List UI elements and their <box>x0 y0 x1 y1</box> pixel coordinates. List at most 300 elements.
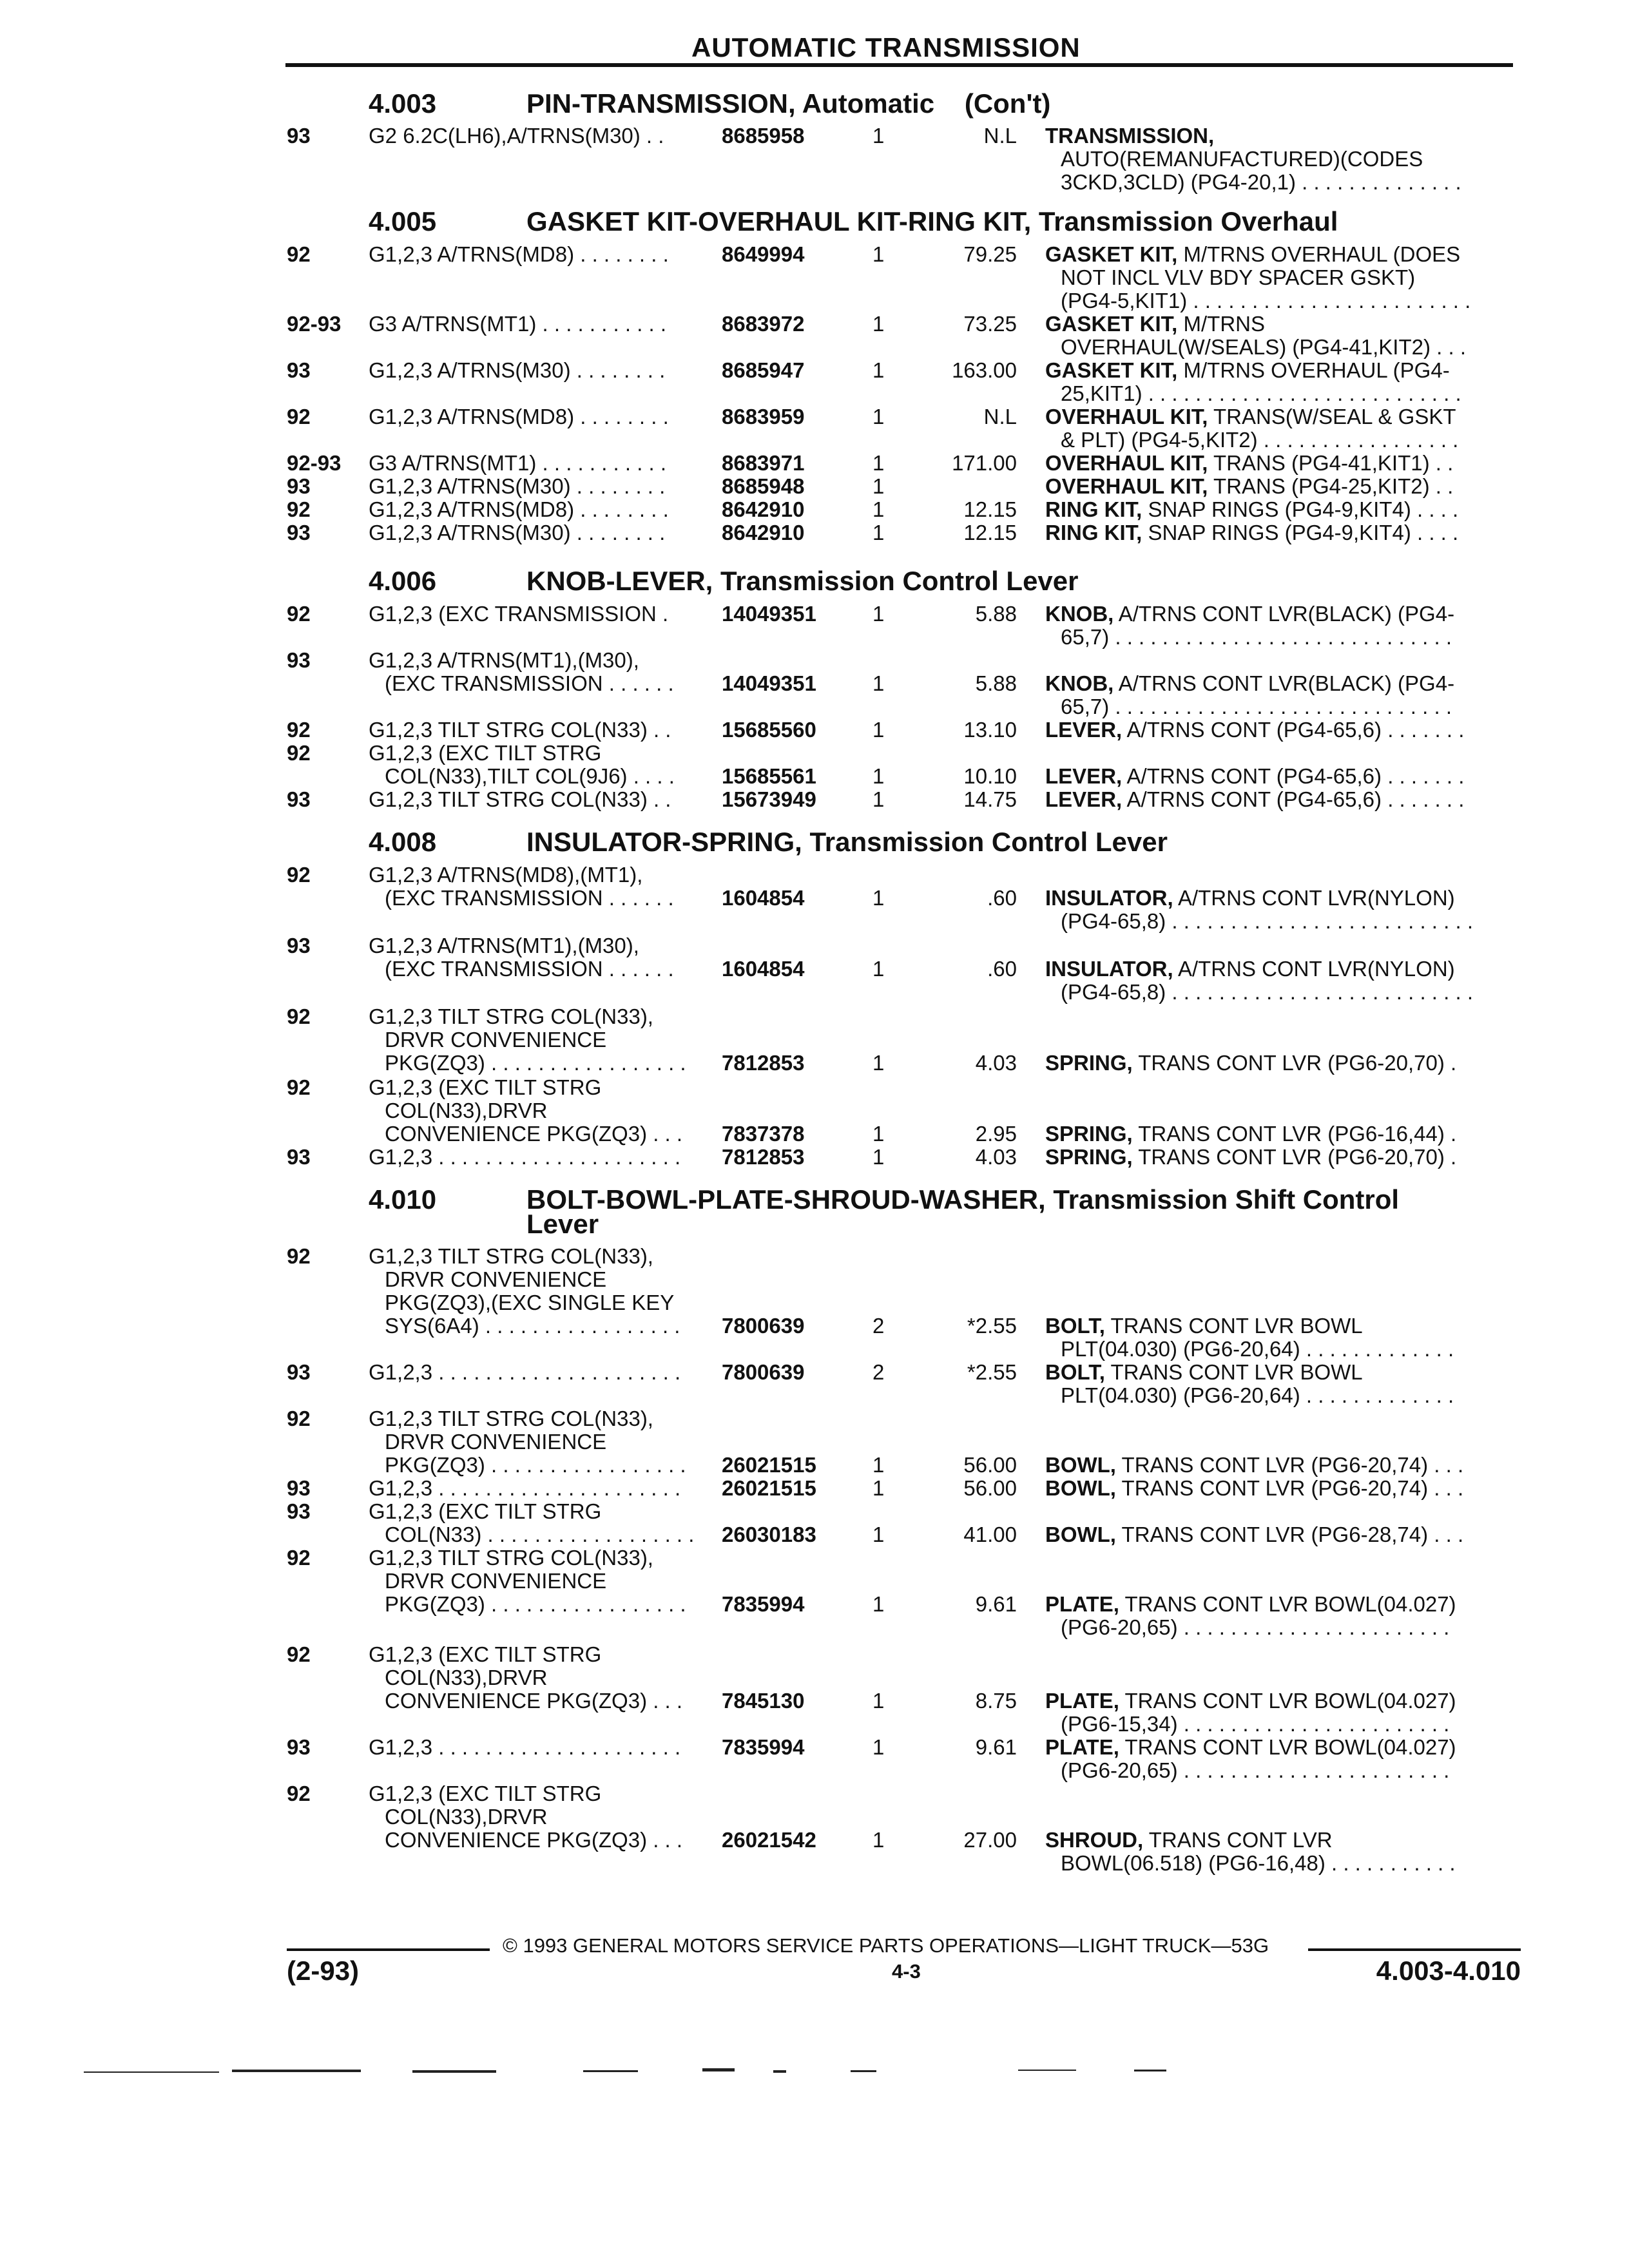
application: G1,2,3 TILT STRG COL(N33), <box>369 1546 653 1570</box>
model-year: 92 <box>287 1075 311 1099</box>
part-description <box>1045 672 1454 695</box>
application: (EXC TRANSMISSION . . . . . . <box>385 957 674 981</box>
part-description <box>1045 957 1455 981</box>
part-number: 7812853 <box>722 1051 805 1075</box>
model-year: 92-93 <box>287 312 342 336</box>
part-number: 7845130 <box>722 1689 805 1713</box>
price: 171.00 <box>952 451 1017 475</box>
description-text: A/TRNS CONT LVR(NYLON) <box>1173 957 1455 981</box>
quantity: 1 <box>872 1592 885 1616</box>
model-year: 93 <box>287 934 311 957</box>
part-number: 7812853 <box>722 1145 805 1169</box>
scan-artifact <box>583 2070 638 2072</box>
quantity: 1 <box>872 886 885 910</box>
model-year: 92 <box>287 741 311 765</box>
part-description <box>1061 981 1473 1004</box>
description-text: A/TRNS CONT (PG4-65,6) . . . . . . . <box>1122 787 1465 811</box>
price: 9.61 <box>975 1735 1017 1759</box>
part-name: TRANSMISSION, <box>1045 124 1215 148</box>
quantity: 1 <box>872 474 885 498</box>
quantity: 2 <box>872 1360 885 1384</box>
application: CONVENIENCE PKG(ZQ3) . . . <box>385 1689 683 1713</box>
description-text: TRANS CONT LVR (PG6-28,74) . . . <box>1115 1523 1464 1546</box>
description-text: TRANS CONT LVR (PG6-20,70) . <box>1132 1145 1457 1169</box>
section-number: 4.005 <box>369 206 437 236</box>
part-number: 8683971 <box>722 451 805 475</box>
application: COL(N33),TILT COL(9J6) . . . . <box>385 764 675 788</box>
price: 4.03 <box>975 1145 1017 1169</box>
part-description <box>1045 1361 1363 1384</box>
description-text: TRANS CONT LVR (PG6-20,74) . . . <box>1115 1453 1464 1477</box>
quantity: 1 <box>872 1735 885 1759</box>
header-rule <box>285 63 1513 67</box>
part-description <box>1061 382 1461 405</box>
application: G1,2,3 TILT STRG COL(N33) . . <box>369 718 671 742</box>
part-description <box>1045 1736 1456 1759</box>
quantity: 1 <box>872 451 885 475</box>
part-number: 26030183 <box>722 1523 816 1546</box>
part-name: BOWL, <box>1045 1476 1116 1500</box>
application: DRVR CONVENIENCE <box>385 1430 607 1454</box>
application: (EXC TRANSMISSION . . . . . . <box>385 671 674 695</box>
description-text: A/TRNS CONT (PG4-65,6) . . . . . . . <box>1122 764 1465 788</box>
part-description <box>1045 1454 1463 1477</box>
description-text: TRANS CONT LVR BOWL <box>1104 1314 1363 1338</box>
description-text: PLT(04.030) (PG6-20,64) . . . . . . . . . . . . . <box>1061 1337 1454 1361</box>
part-name: BOLT, <box>1045 1360 1105 1384</box>
price: 12.15 <box>963 521 1017 544</box>
description-text: M/TRNS OVERHAUL (DOES <box>1177 242 1461 266</box>
section-heading <box>369 827 1168 858</box>
footer-rule-left <box>287 1948 490 1951</box>
part-name: OVERHAUL KIT, <box>1045 451 1208 475</box>
application: G1,2,3 A/TRNS(MD8) . . . . . . . . <box>369 405 669 428</box>
part-name: KNOB, <box>1045 602 1114 626</box>
model-year: 93 <box>287 1145 311 1169</box>
quantity: 1 <box>872 1122 885 1146</box>
quantity: 1 <box>872 787 885 811</box>
description-text: A/TRNS CONT LVR(BLACK) (PG4- <box>1113 602 1455 626</box>
footer-date-code: (2-93) <box>287 1956 360 1986</box>
part-name: PLATE, <box>1045 1592 1119 1616</box>
section-number: 4.006 <box>369 566 437 596</box>
application: G1,2,3 A/TRNS(MD8) . . . . . . . . <box>369 242 669 266</box>
part-description <box>1061 1384 1454 1407</box>
part-description <box>1045 124 1214 148</box>
application: G1,2,3 TILT STRG COL(N33), <box>369 1407 653 1430</box>
part-name: SPRING, <box>1045 1145 1133 1169</box>
part-name: KNOB, <box>1045 671 1114 695</box>
application: G1,2,3 A/TRNS(M30) . . . . . . . . <box>369 358 666 382</box>
price: 8.75 <box>975 1689 1017 1713</box>
application: PKG(ZQ3) . . . . . . . . . . . . . . . . . <box>385 1592 686 1616</box>
application: DRVR CONVENIENCE <box>385 1267 607 1291</box>
description-text: SNAP RINGS (PG4-9,KIT4) . . . . <box>1142 497 1459 521</box>
application: G1,2,3 (EXC TILT STRG <box>369 1642 602 1666</box>
quantity: 1 <box>872 312 885 336</box>
application: COL(N33) . . . . . . . . . . . . . . . . . . <box>385 1523 695 1546</box>
scan-artifact <box>773 2070 786 2073</box>
price: 27.00 <box>963 1828 1017 1852</box>
part-number: 15685560 <box>722 718 816 742</box>
description-text: OVERHAUL(W/SEALS) (PG4-41,KIT2) . . . <box>1061 335 1466 359</box>
part-name: LEVER, <box>1045 764 1123 788</box>
application: PKG(ZQ3) . . . . . . . . . . . . . . . . . <box>385 1051 686 1075</box>
description-text: A/TRNS CONT LVR(NYLON) <box>1173 886 1455 910</box>
price: 56.00 <box>963 1476 1017 1500</box>
quantity: 1 <box>872 1145 885 1169</box>
part-description <box>1045 1829 1333 1852</box>
description-text: TRANS CONT LVR (PG6-16,44) . <box>1132 1122 1457 1146</box>
application: G1,2,3 TILT STRG COL(N33) . . <box>369 787 671 811</box>
description-text: NOT INCL VLV BDY SPACER GSKT) <box>1061 265 1416 289</box>
part-name: RING KIT, <box>1045 521 1142 544</box>
part-description <box>1045 887 1455 910</box>
model-year: 93 <box>287 648 311 672</box>
part-number: 14049351 <box>722 671 816 695</box>
price: 5.88 <box>975 671 1017 695</box>
part-description <box>1045 1689 1456 1713</box>
quantity: 1 <box>872 1476 885 1500</box>
quantity: 1 <box>872 718 885 742</box>
part-name: PLATE, <box>1045 1735 1119 1759</box>
model-year: 93 <box>287 1360 311 1384</box>
part-number: 8685958 <box>722 124 805 148</box>
part-number: 8685947 <box>722 358 805 382</box>
part-description <box>1045 1477 1463 1500</box>
price: 13.10 <box>963 718 1017 742</box>
part-number: 26021515 <box>722 1453 816 1477</box>
part-number: 7800639 <box>722 1314 805 1338</box>
model-year: 93 <box>287 474 311 498</box>
part-number: 7835994 <box>722 1592 805 1616</box>
description-text: & PLT) (PG4-5,KIT2) . . . . . . . . . . . . . . . . . <box>1061 428 1459 452</box>
part-number: 26021515 <box>722 1476 816 1500</box>
part-number: 14049351 <box>722 602 816 626</box>
model-year: 93 <box>287 1735 311 1759</box>
quantity: 1 <box>872 957 885 981</box>
application: G1,2,3 A/TRNS(MT1),(M30), <box>369 934 639 957</box>
application: (EXC TRANSMISSION . . . . . . <box>385 886 674 910</box>
description-text: BOWL(06.518) (PG6-16,48) . . . . . . . . . . . <box>1061 1851 1456 1875</box>
description-text: (PG4-65,8) . . . . . . . . . . . . . . . . . . . . . . . . . . <box>1061 909 1473 933</box>
part-number: 7800639 <box>722 1360 805 1384</box>
model-year: 92 <box>287 405 311 428</box>
part-description <box>1045 1146 1456 1169</box>
application: G1,2,3 A/TRNS(MT1),(M30), <box>369 648 639 672</box>
scan-artifact <box>84 2071 219 2073</box>
part-description <box>1061 266 1415 289</box>
application: COL(N33),DRVR <box>385 1666 548 1689</box>
description-text: (PG6-20,65) . . . . . . . . . . . . . . . . . . . . . . . <box>1061 1758 1450 1782</box>
part-number: 8685948 <box>722 474 805 498</box>
price: 41.00 <box>963 1523 1017 1546</box>
application: G1,2,3 . . . . . . . . . . . . . . . . . . . . . <box>369 1145 681 1169</box>
description-text: SNAP RINGS (PG4-9,KIT4) . . . . <box>1142 521 1459 544</box>
model-year: 92 <box>287 1642 311 1666</box>
application: G1,2,3 . . . . . . . . . . . . . . . . . . . . . <box>369 1476 681 1500</box>
scan-artifact <box>1018 2070 1076 2071</box>
part-description <box>1045 1523 1463 1546</box>
part-name: SPRING, <box>1045 1051 1133 1075</box>
application: CONVENIENCE PKG(ZQ3) . . . <box>385 1122 683 1146</box>
scan-artifact <box>1134 2070 1166 2071</box>
model-year: 93 <box>287 124 311 148</box>
price: 79.25 <box>963 242 1017 266</box>
section-title: KNOB-LEVER, Transmission Control Lever <box>526 566 1079 596</box>
application: G1,2,3 A/TRNS(M30) . . . . . . . . <box>369 474 666 498</box>
part-description <box>1045 1593 1456 1616</box>
part-name: BOWL, <box>1045 1453 1116 1477</box>
description-text: TRANS CONT LVR BOWL <box>1104 1360 1363 1384</box>
model-year: 92 <box>287 718 311 742</box>
description-text: 65,7) . . . . . . . . . . . . . . . . . . . . . . . . . . . . . <box>1061 695 1452 718</box>
description-text: TRANS CONT LVR BOWL(04.027) <box>1119 1735 1456 1759</box>
quantity: 1 <box>872 1523 885 1546</box>
description-text: (PG4-5,KIT1) . . . . . . . . . . . . . . . . . . . . . . . . <box>1061 289 1471 312</box>
application: G1,2,3 TILT STRG COL(N33), <box>369 1244 653 1268</box>
price: *2.55 <box>967 1360 1017 1384</box>
part-description <box>1045 1314 1363 1338</box>
part-name: GASKET KIT, <box>1045 358 1178 382</box>
page-title: AUTOMATIC TRANSMISSION <box>691 32 1081 62</box>
part-name: BOLT, <box>1045 1314 1105 1338</box>
model-year: 93 <box>287 787 311 811</box>
part-description <box>1045 452 1453 475</box>
part-description <box>1061 289 1470 312</box>
part-description <box>1061 1759 1449 1782</box>
quantity: 1 <box>872 521 885 544</box>
part-description <box>1045 718 1464 742</box>
part-name: RING KIT, <box>1045 497 1142 521</box>
part-name: SPRING, <box>1045 1122 1133 1146</box>
model-year: 93 <box>287 1476 311 1500</box>
part-description <box>1045 498 1458 521</box>
section-number: 4.003 <box>369 88 437 119</box>
model-year: 92-93 <box>287 451 342 475</box>
price: 163.00 <box>952 358 1017 382</box>
part-description <box>1045 312 1265 336</box>
part-description <box>1045 788 1464 811</box>
part-number: 8642910 <box>722 497 805 521</box>
footer-section-range: 4.003-4.010 <box>1376 1956 1521 1986</box>
part-number: 7835994 <box>722 1735 805 1759</box>
description-text: M/TRNS <box>1177 312 1266 336</box>
part-number: 7837378 <box>722 1122 805 1146</box>
part-description <box>1045 1122 1456 1146</box>
part-number: 1604854 <box>722 886 805 910</box>
application: G1,2,3 A/TRNS(MD8) . . . . . . . . <box>369 497 669 521</box>
description-text: TRANS CONT LVR (PG6-20,74) . . . <box>1115 1476 1464 1500</box>
price: 9.61 <box>975 1592 1017 1616</box>
application: G3 A/TRNS(MT1) . . . . . . . . . . . <box>369 451 667 475</box>
application: G1,2,3 (EXC TILT STRG <box>369 741 602 765</box>
part-description <box>1045 602 1454 626</box>
model-year: 92 <box>287 1244 311 1268</box>
price: 2.95 <box>975 1122 1017 1146</box>
description-text: TRANS(W/SEAL & GSKT <box>1208 405 1456 428</box>
application: CONVENIENCE PKG(ZQ3) . . . <box>385 1828 683 1852</box>
footer-page-number: 4-3 <box>892 1960 921 1983</box>
price: .60 <box>987 886 1017 910</box>
part-description <box>1061 336 1466 359</box>
part-number: 15685561 <box>722 764 816 788</box>
description-text: PLT(04.030) (PG6-20,64) . . . . . . . . . . . . . <box>1061 1383 1454 1407</box>
part-description <box>1061 1713 1449 1736</box>
part-description <box>1061 148 1423 171</box>
part-description <box>1045 405 1456 428</box>
model-year: 92 <box>287 497 311 521</box>
part-name: LEVER, <box>1045 718 1123 742</box>
part-name: BOWL, <box>1045 1523 1116 1546</box>
application: G1,2,3 (EXC TILT STRG <box>369 1782 602 1805</box>
section-title: PIN-TRANSMISSION, Automatic <box>526 88 935 119</box>
part-name: LEVER, <box>1045 787 1123 811</box>
part-description <box>1061 910 1473 933</box>
section-heading <box>369 1184 1399 1215</box>
part-description <box>1061 1852 1456 1875</box>
description-text: AUTO(REMANUFACTURED)(CODES <box>1061 147 1423 171</box>
part-description <box>1045 521 1458 544</box>
footer-copyright: © 1993 GENERAL MOTORS SERVICE PARTS OPERATIONS—LIGHT TRUCK—53G <box>503 1934 1269 1957</box>
price: 10.10 <box>963 764 1017 788</box>
part-number: 8683972 <box>722 312 805 336</box>
section-heading <box>369 206 1338 237</box>
application: PKG(ZQ3),(EXC SINGLE KEY <box>385 1291 675 1314</box>
section-heading <box>369 566 1079 597</box>
application: COL(N33),DRVR <box>385 1805 548 1829</box>
model-year: 92 <box>287 1004 311 1028</box>
part-description <box>1061 171 1461 194</box>
part-name: GASKET KIT, <box>1045 312 1178 336</box>
quantity: 1 <box>872 764 885 788</box>
part-description <box>1045 359 1450 382</box>
description-text: (PG6-20,65) . . . . . . . . . . . . . . . . . . . . . . . <box>1061 1615 1450 1639</box>
price: N.L <box>983 405 1017 428</box>
quantity: 1 <box>872 1453 885 1477</box>
description-text: A/TRNS CONT LVR(BLACK) (PG4- <box>1113 671 1455 695</box>
scan-artifact <box>702 2068 735 2071</box>
description-text: (PG4-65,8) . . . . . . . . . . . . . . . . . . . . . . . . . . <box>1061 980 1473 1004</box>
description-text: M/TRNS OVERHAUL (PG4- <box>1177 358 1450 382</box>
price: *2.55 <box>967 1314 1017 1338</box>
description-text: TRANS (PG4-25,KIT2) . . <box>1208 474 1454 498</box>
description-text: TRANS CONT LVR <box>1143 1828 1333 1852</box>
part-description <box>1045 475 1453 498</box>
section-number: 4.008 <box>369 827 437 857</box>
description-text: A/TRNS CONT (PG4-65,6) . . . . . . . <box>1122 718 1465 742</box>
model-year: 92 <box>287 602 311 626</box>
description-text: TRANS CONT LVR (PG6-20,70) . <box>1132 1051 1457 1075</box>
price: 73.25 <box>963 312 1017 336</box>
model-year: 92 <box>287 1546 311 1570</box>
section-title: BOLT-BOWL-PLATE-SHROUD-WASHER, Transmission Shift Control <box>526 1184 1400 1215</box>
part-number: 15673949 <box>722 787 816 811</box>
part-description <box>1061 428 1458 452</box>
price: N.L <box>983 124 1017 148</box>
description-text: TRANS CONT LVR BOWL(04.027) <box>1119 1592 1456 1616</box>
description-text: (PG6-15,34) . . . . . . . . . . . . . . . . . . . . . . . <box>1061 1712 1450 1736</box>
application: G1,2,3 A/TRNS(M30) . . . . . . . . <box>369 521 666 544</box>
application: PKG(ZQ3) . . . . . . . . . . . . . . . . . <box>385 1453 686 1477</box>
price: .60 <box>987 957 1017 981</box>
model-year: 93 <box>287 1499 311 1523</box>
price: 14.75 <box>963 787 1017 811</box>
description-text: 65,7) . . . . . . . . . . . . . . . . . . . . . . . . . . . . . <box>1061 625 1452 649</box>
part-description <box>1061 1338 1454 1361</box>
part-name: INSULATOR, <box>1045 886 1173 910</box>
application: G1,2,3 (EXC TILT STRG <box>369 1499 602 1523</box>
quantity: 1 <box>872 671 885 695</box>
part-name: INSULATOR, <box>1045 957 1173 981</box>
model-year: 92 <box>287 1782 311 1805</box>
part-number: 1604854 <box>722 957 805 981</box>
application: G1,2,3 . . . . . . . . . . . . . . . . . . . . . <box>369 1360 681 1384</box>
description-text: TRANS (PG4-41,KIT1) . . <box>1208 451 1454 475</box>
part-number: 8683959 <box>722 405 805 428</box>
part-number: 26021542 <box>722 1828 816 1852</box>
application: G1,2,3 . . . . . . . . . . . . . . . . . . . . . <box>369 1735 681 1759</box>
application: SYS(6A4) . . . . . . . . . . . . . . . . . <box>385 1314 680 1338</box>
application: G3 A/TRNS(MT1) . . . . . . . . . . . <box>369 312 667 336</box>
section-suffix: (Con't) <box>964 88 1051 119</box>
quantity: 1 <box>872 497 885 521</box>
quantity: 1 <box>872 1828 885 1852</box>
scan-artifact <box>851 2070 876 2072</box>
model-year: 93 <box>287 358 311 382</box>
part-description <box>1045 243 1460 266</box>
footer-rule-right <box>1308 1948 1521 1951</box>
quantity: 1 <box>872 602 885 626</box>
application: G2 6.2C(LH6),A/TRNS(M30) . . <box>369 124 664 148</box>
part-description <box>1045 765 1464 788</box>
part-description <box>1061 1616 1449 1639</box>
part-description <box>1061 695 1452 718</box>
scan-artifact <box>412 2070 496 2073</box>
price: 5.88 <box>975 602 1017 626</box>
application: DRVR CONVENIENCE <box>385 1028 607 1052</box>
part-description <box>1045 1052 1456 1075</box>
model-year: 92 <box>287 863 311 887</box>
part-name: OVERHAUL KIT, <box>1045 474 1208 498</box>
model-year: 92 <box>287 1407 311 1430</box>
price: 4.03 <box>975 1051 1017 1075</box>
application: G1,2,3 A/TRNS(MD8),(MT1), <box>369 863 643 887</box>
part-name: GASKET KIT, <box>1045 242 1178 266</box>
scan-artifact <box>232 2070 361 2072</box>
part-name: OVERHAUL KIT, <box>1045 405 1208 428</box>
part-name: PLATE, <box>1045 1689 1119 1713</box>
application: G1,2,3 TILT STRG COL(N33), <box>369 1004 653 1028</box>
section-heading <box>369 88 1050 119</box>
section-title: GASKET KIT-OVERHAUL KIT-RING KIT, Transmission Overhaul <box>526 206 1338 236</box>
part-description <box>1061 626 1452 649</box>
description-text: 3CKD,3CLD) (PG4-20,1) . . . . . . . . . . . . . . <box>1061 170 1461 194</box>
application: G1,2,3 (EXC TILT STRG <box>369 1075 602 1099</box>
quantity: 2 <box>872 1314 885 1338</box>
application: COL(N33),DRVR <box>385 1099 548 1122</box>
price: 56.00 <box>963 1453 1017 1477</box>
section-title: INSULATOR-SPRING, Transmission Control Lever <box>526 827 1168 857</box>
model-year: 93 <box>287 521 311 544</box>
model-year: 92 <box>287 242 311 266</box>
section-title-continued: Lever <box>526 1209 599 1239</box>
quantity: 1 <box>872 405 885 428</box>
section-number: 4.010 <box>369 1184 437 1215</box>
quantity: 1 <box>872 242 885 266</box>
quantity: 1 <box>872 1051 885 1075</box>
quantity: 1 <box>872 358 885 382</box>
